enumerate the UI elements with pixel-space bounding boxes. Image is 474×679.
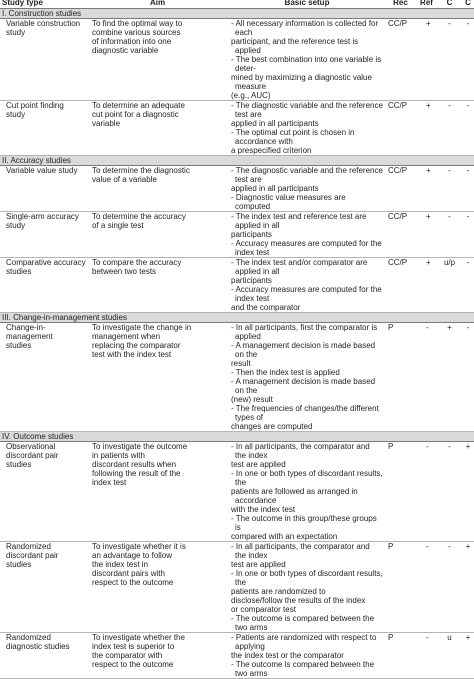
header-rec: Rec xyxy=(385,0,416,9)
setup-line: (e.g., AUC) xyxy=(231,91,271,100)
setup-bullet xyxy=(229,368,385,377)
setup-line: - Patients are randomized with respect to applying xyxy=(231,633,377,651)
setup-cell xyxy=(229,101,385,156)
c-cell: - xyxy=(437,166,462,212)
setup-bullet xyxy=(229,614,385,632)
aim-line: To investigate whether the xyxy=(92,633,185,642)
setup-line: - The diagnostic variable and the reference test are xyxy=(231,166,383,184)
table-row xyxy=(0,258,474,313)
c-cell: - xyxy=(437,19,462,101)
study-type-line: study xyxy=(6,221,26,230)
study-type-cell xyxy=(0,166,86,212)
section-row xyxy=(0,156,474,166)
last-cell: - xyxy=(462,258,474,313)
table-row xyxy=(0,19,474,101)
study-type-line: management xyxy=(6,332,53,341)
setup-line: the index test or the comparator xyxy=(231,651,344,660)
setup-line: with the index test xyxy=(231,505,296,514)
setup-line: (new) result xyxy=(231,395,273,404)
study-type-line: Randomized xyxy=(6,633,51,642)
setup-line: - Accuracy measures are computed for the index test xyxy=(231,285,382,303)
setup-line: - The outcome is compared between the two arms xyxy=(231,614,375,632)
aim-line: between two tests xyxy=(92,267,157,276)
setup-cell xyxy=(229,323,385,432)
table-row xyxy=(0,212,474,258)
aim-line: To investigate whether it is xyxy=(92,542,186,551)
section-title: III. Change-in-management studies xyxy=(2,313,127,322)
setup-line: applied in all participants xyxy=(231,184,319,193)
setup-line: mined by maximizing a diagnostic value measure xyxy=(231,73,372,91)
table-row xyxy=(0,323,474,432)
setup-line: - A management decision is made based on the xyxy=(231,341,376,359)
setup-line: patients are followed as arranged in accordance xyxy=(231,487,358,505)
rec-cell: CC/P xyxy=(385,101,416,156)
setup-line: patients are randomized to xyxy=(231,587,326,596)
setup-line: and the comparator xyxy=(231,303,301,312)
setup-bullet xyxy=(229,377,385,404)
rec-cell: P xyxy=(385,633,416,679)
setup-bullet xyxy=(229,542,385,569)
setup-bullet xyxy=(229,633,385,660)
last-cell: - xyxy=(462,212,474,258)
aim-line: discordant pairs with xyxy=(92,569,165,578)
last-cell: - xyxy=(462,101,474,156)
last-cell: - xyxy=(462,19,474,101)
setup-line: - In all participants, the comparator and the index xyxy=(231,542,370,560)
c-cell: + xyxy=(437,323,462,432)
aim-line: following the result of the xyxy=(92,469,181,478)
setup-line: or comparator test xyxy=(231,605,296,614)
setup-line: - The outcome in this group/these groups is xyxy=(231,514,377,532)
setup-bullet xyxy=(229,323,385,341)
study-type-line: study xyxy=(6,28,26,37)
rec-cell: CC/P xyxy=(385,212,416,258)
rec-cell: P xyxy=(385,542,416,633)
setup-cell xyxy=(229,542,385,633)
setup-bullet xyxy=(229,285,385,312)
setup-bullet xyxy=(229,442,385,469)
aim-line: variable xyxy=(92,119,121,128)
study-type-cell xyxy=(0,542,86,633)
setup-cell xyxy=(229,166,385,212)
setup-bullet xyxy=(229,193,385,211)
ref-cell: + xyxy=(416,19,437,101)
last-cell: + xyxy=(462,542,474,633)
aim-cell xyxy=(86,101,229,156)
setup-line: changes are computed xyxy=(231,422,313,431)
study-type-line: studies xyxy=(6,341,32,350)
setup-bullet xyxy=(229,128,385,155)
setup-line: applied in all participants xyxy=(231,119,319,128)
header-study-type: Study type xyxy=(0,0,86,9)
setup-cell xyxy=(229,19,385,101)
aim-line: To determine an adequate xyxy=(92,101,185,110)
study-type-line: diagnostic studies xyxy=(6,642,70,651)
section-row xyxy=(0,9,474,19)
study-type-line: study xyxy=(6,110,26,119)
setup-bullet xyxy=(229,55,385,100)
aim-line: an advantage to follow xyxy=(92,551,173,560)
aim-line: of information into one xyxy=(92,37,172,46)
setup-bullet xyxy=(229,514,385,541)
setup-bullet xyxy=(229,341,385,368)
ref-cell: + xyxy=(416,166,437,212)
setup-line: - In one or both types of discordant results, the xyxy=(231,569,383,587)
setup-bullet xyxy=(229,660,385,678)
setup-bullet xyxy=(229,258,385,285)
setup-bullet xyxy=(229,239,385,257)
setup-line: participants xyxy=(231,230,272,239)
study-type-line: studies xyxy=(6,560,32,569)
aim-line: test with the index test xyxy=(92,350,172,359)
study-type-line: Cut point finding xyxy=(6,101,64,110)
setup-cell xyxy=(229,442,385,542)
setup-line: participant, and the reference test is applied xyxy=(231,37,359,55)
aim-cell xyxy=(86,323,229,432)
aim-line: the index test in xyxy=(92,560,149,569)
ref-cell: - xyxy=(416,633,437,679)
aim-line: To determine the diagnostic xyxy=(92,166,190,175)
aim-cell xyxy=(86,442,229,542)
setup-cell xyxy=(229,212,385,258)
study-type-line: discordant pair xyxy=(6,551,59,560)
setup-line: - Then the index test is applied xyxy=(231,368,340,377)
study-type-cell xyxy=(0,258,86,313)
last-cell: - xyxy=(462,166,474,212)
study-type-cell xyxy=(0,101,86,156)
setup-line: - Accuracy measures are computed for the index test xyxy=(231,239,382,257)
aim-line: respect to the outcome xyxy=(92,578,174,587)
aim-cell xyxy=(86,19,229,101)
setup-line: - The outcome is compared between the two arms xyxy=(231,660,375,678)
aim-line: discordant results when xyxy=(92,460,177,469)
aim-line: replacing the comparator xyxy=(92,341,181,350)
ref-cell: - xyxy=(416,323,437,432)
section-row xyxy=(0,432,474,442)
aim-cell xyxy=(86,212,229,258)
study-type-line: Variable value study xyxy=(6,166,78,175)
setup-line: compared with an expectation xyxy=(231,532,338,541)
setup-cell xyxy=(229,633,385,679)
header-setup: Basic setup xyxy=(229,0,385,9)
setup-line: - All necessary information is collected for each xyxy=(231,19,379,37)
rec-cell: CC/P xyxy=(385,19,416,101)
ref-cell: + xyxy=(416,101,437,156)
table-row xyxy=(0,542,474,633)
study-type-cell xyxy=(0,19,86,101)
setup-line: - The index test and/or comparator are applied in all xyxy=(231,258,368,276)
ref-cell: - xyxy=(416,542,437,633)
study-type-line: Single-arm accuracy xyxy=(6,212,79,221)
setup-line: - Diagnostic value measures are computed xyxy=(231,193,346,211)
ref-cell: - xyxy=(416,442,437,542)
study-type-cell xyxy=(0,323,86,432)
aim-line: diagnostic variable xyxy=(92,46,159,55)
study-type-line: discordant pair xyxy=(6,451,59,460)
rec-cell: P xyxy=(385,442,416,542)
study-type-line: Variable construction xyxy=(6,19,81,28)
rec-cell: CC/P xyxy=(385,258,416,313)
header-aim: Aim xyxy=(86,0,229,9)
rec-cell: P xyxy=(385,323,416,432)
section-title: I. Construction studies xyxy=(2,9,82,18)
setup-cell xyxy=(229,258,385,313)
setup-line: - In one or both types of discordant results, the xyxy=(231,469,383,487)
setup-line: a prespecified criterion xyxy=(231,146,312,155)
aim-line: index test is superior to xyxy=(92,642,175,651)
aim-line: To determine the accuracy xyxy=(92,212,186,221)
setup-line: result xyxy=(231,359,251,368)
header-last: C xyxy=(462,0,474,9)
aim-line: combine various sources xyxy=(92,28,181,37)
setup-bullet xyxy=(229,569,385,614)
table-body xyxy=(0,9,474,679)
last-cell: - xyxy=(462,323,474,432)
setup-line: - The best combination into one variable is deter- xyxy=(231,55,382,73)
header-ref: Ref xyxy=(416,0,437,9)
aim-line: cut point for a diagnostic xyxy=(92,110,179,119)
setup-line: participants xyxy=(231,276,272,285)
setup-line: - The optimal cut point is chosen in accordance with xyxy=(231,128,355,146)
setup-bullet xyxy=(229,469,385,514)
table-row xyxy=(0,633,474,679)
study-type-line: Comparative accuracy xyxy=(6,258,86,267)
aim-cell xyxy=(86,166,229,212)
aim-cell xyxy=(86,633,229,679)
study-type-line: Randomized xyxy=(6,542,51,551)
aim-line: index test xyxy=(92,478,127,487)
c-cell: - xyxy=(437,212,462,258)
setup-line: test are applied xyxy=(231,560,286,569)
table-row xyxy=(0,101,474,156)
setup-line: disclose/follow the results of the index xyxy=(231,596,366,605)
last-cell: + xyxy=(462,633,474,679)
aim-line: To find the optimal way to xyxy=(92,19,183,28)
c-cell: - xyxy=(437,442,462,542)
study-type-cell xyxy=(0,633,86,679)
study-type-line: Change-in- xyxy=(6,323,46,332)
last-cell: + xyxy=(462,442,474,542)
setup-line: test are applied xyxy=(231,460,286,469)
setup-bullet xyxy=(229,404,385,431)
study-type-cell xyxy=(0,442,86,542)
header-c: C xyxy=(437,0,462,9)
study-type-line: Observational xyxy=(6,442,56,451)
aim-line: the comparator with xyxy=(92,651,163,660)
table-header xyxy=(0,0,474,9)
aim-line: in patients with xyxy=(92,451,145,460)
section-row xyxy=(0,313,474,323)
aim-line: To compare the accuracy xyxy=(92,258,182,267)
setup-line: - The frequencies of changes/the different types of xyxy=(231,404,379,422)
rec-cell: CC/P xyxy=(385,166,416,212)
setup-line: - In all participants, first the comparator is applied xyxy=(231,323,378,341)
aim-line: respect to the outcome xyxy=(92,660,174,669)
setup-line: - A management decision is made based on the xyxy=(231,377,376,395)
c-cell: - xyxy=(437,542,462,633)
setup-line: - The index test and reference test are applied in all xyxy=(231,212,367,230)
section-title: IV. Outcome studies xyxy=(2,432,74,441)
table-row xyxy=(0,166,474,212)
aim-line: To investigate the change in xyxy=(92,323,192,332)
ref-cell: + xyxy=(416,212,437,258)
c-cell: u xyxy=(437,633,462,679)
aim-cell xyxy=(86,258,229,313)
aim-line: of a single test xyxy=(92,221,144,230)
table-row xyxy=(0,442,474,542)
aim-cell xyxy=(86,542,229,633)
c-cell: u/p xyxy=(437,258,462,313)
setup-line: - In all participants, the comparator and the index xyxy=(231,442,370,460)
aim-line: management when xyxy=(92,332,161,341)
c-cell: - xyxy=(437,101,462,156)
setup-line: - The diagnostic variable and the reference test are xyxy=(231,101,383,119)
setup-bullet xyxy=(229,101,385,128)
section-title: II. Accuracy studies xyxy=(2,156,71,165)
study-type-line: studies xyxy=(6,460,32,469)
setup-bullet xyxy=(229,166,385,193)
ref-cell: + xyxy=(416,258,437,313)
setup-bullet xyxy=(229,19,385,55)
study-type-cell xyxy=(0,212,86,258)
study-type-line: studies xyxy=(6,267,32,276)
aim-line: value of a variable xyxy=(92,175,157,184)
setup-bullet xyxy=(229,212,385,239)
aim-line: To investigate the outcome xyxy=(92,442,188,451)
